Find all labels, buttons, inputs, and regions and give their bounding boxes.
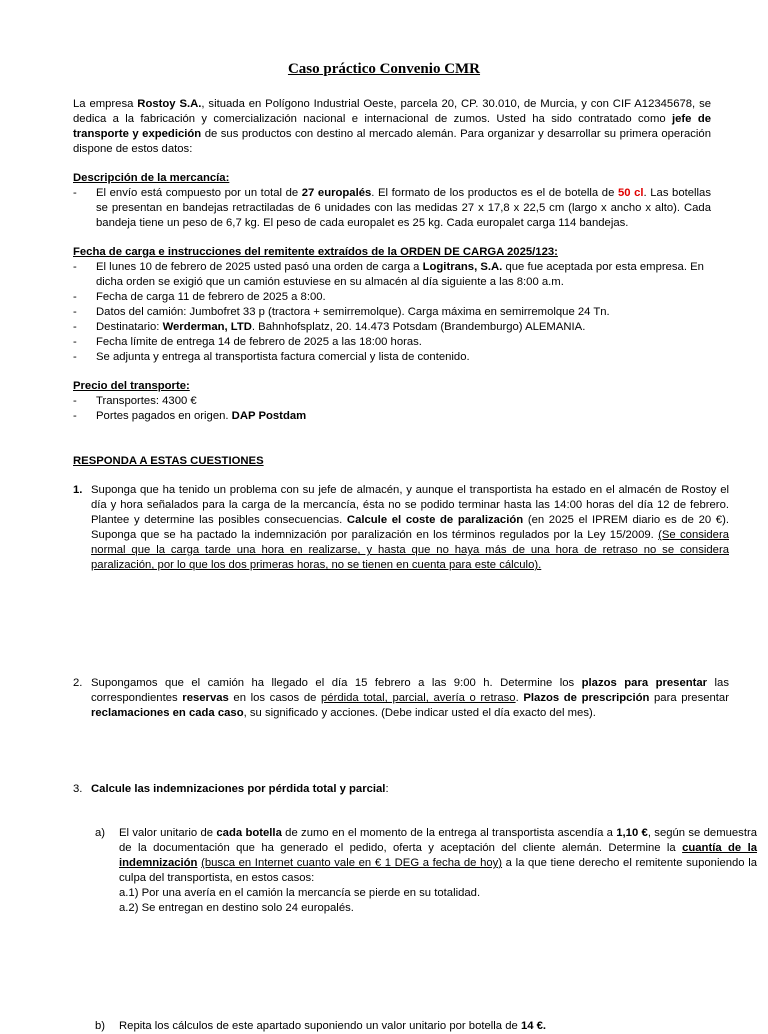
q2-text-1: Supongamos que el camión ha llegado el día 15 febrero a las 9:00 h. Determine los bbox=[91, 677, 582, 689]
question-1 bbox=[73, 483, 729, 573]
bullet-dash: - bbox=[73, 395, 77, 407]
list-item bbox=[73, 409, 711, 424]
q2-text-3: en los casos de bbox=[228, 692, 322, 704]
order-item-4b: . Bahnhofsplatz, 20. 14.473 Potsdam (Brandemburgo) ALEMANIA. bbox=[251, 321, 586, 333]
q1-text-2: (en 2025 el IPREM diario es de 20 €). Suponga que se ha pactado la indemnización por paralización en los términos regulados por la Ley 15/2009. bbox=[91, 514, 729, 541]
order-section bbox=[73, 245, 711, 365]
q3a-bold-underline-1: cuantía de la indemnización bbox=[119, 842, 757, 869]
bullet-dash: - bbox=[73, 261, 77, 273]
question-3a bbox=[73, 826, 757, 916]
bullet-dash: - bbox=[73, 336, 77, 348]
question-number: 1. bbox=[73, 484, 83, 496]
company-name: Rostoy S.A. bbox=[137, 98, 202, 110]
price-section bbox=[73, 379, 711, 424]
order-item-6: Se adjunta y entrega al transportista factura comercial y lista de contenido. bbox=[96, 351, 470, 363]
q3a-case-2: a.2) Se entregan en destino solo 24 europalés. bbox=[119, 902, 354, 914]
q1-text-1: Suponga que ha tenido un problema con su jefe de almacén, y aunque el transportista ha estado en el almacén de Rostoy el día y hora señalados para la carga de la mercancía, ésta no se podido terminar hasta las 14:00 horas del día 12 de febrero. Plantee y determine las posibles consecuencias. bbox=[91, 484, 729, 526]
q2-text-6: , su significado y acciones. (Debe indicar usted el día exacto del mes). bbox=[243, 707, 596, 719]
price-heading: Precio del transporte: bbox=[73, 380, 190, 392]
question-2 bbox=[73, 676, 729, 721]
price-item-2: Portes pagados en origen. bbox=[96, 410, 232, 422]
intro-text-3: de sus productos con destino al mercado alemán. Para organizar y desarrollar su primera operación dispone de estos datos: bbox=[73, 128, 711, 155]
merch-section bbox=[73, 171, 711, 231]
merch-text-3: . Las botellas se presentan en bandejas retractiladas de 6 unidades con las medidas 27 x 17,8 x 22,5 cm (largo x ancho x alto). Cada bandeja tiene un peso de 6,7 kg. El peso de cada europalet es 25 kg. Cada europalet carga 114 bandejas. bbox=[96, 187, 711, 229]
bullet-dash: - bbox=[73, 321, 77, 333]
price-item-1: Transportes: 4300 € bbox=[96, 395, 197, 407]
merch-item bbox=[73, 186, 711, 231]
q2-text-5: para presentar bbox=[649, 692, 729, 704]
order-item-3: Datos del camión: Jumbofret 33 p (tractora + semirremolque). Carga máxima en semirremolque 24 Tn. bbox=[96, 306, 610, 318]
sub-question-letter: a) bbox=[95, 827, 106, 839]
order-heading: Fecha de carga e instrucciones del remitente extraídos de la ORDEN DE CARGA 2025/123: bbox=[73, 246, 558, 258]
bullet-dash: - bbox=[73, 187, 77, 199]
list-item bbox=[73, 305, 711, 320]
q3a-text-1: El valor unitario de bbox=[119, 827, 217, 839]
q2-underline-1: pérdida total, parcial, avería o retraso bbox=[321, 692, 516, 704]
q3a-text-2: de zumo en el momento de la entrega al transportista ascendía a bbox=[281, 827, 617, 839]
q3a-bold-2: 1,10 € bbox=[616, 827, 648, 839]
questions-heading: RESPONDA A ESTAS CUESTIONES bbox=[73, 455, 264, 467]
carrier-name: Logitrans, S.A. bbox=[422, 261, 503, 273]
list-item bbox=[73, 290, 711, 305]
order-item-4a: Destinatario: bbox=[96, 321, 163, 333]
list-item bbox=[73, 394, 711, 409]
q3-text-1: : bbox=[385, 783, 389, 795]
page-title: Caso práctico Convenio CMR bbox=[287, 61, 481, 77]
consignee-name: Werderman, LTD bbox=[162, 321, 252, 333]
q3a-case-1: a.1) Por una avería en el camión la mercancía se pierde en su totalidad. bbox=[119, 887, 481, 899]
q3a-bold-1: cada botella bbox=[216, 827, 282, 839]
merch-text-2: . El formato de los productos es el de botella de bbox=[371, 187, 618, 199]
order-item-2: Fecha de carga 11 de febrero de 2025 a 8:00. bbox=[96, 291, 326, 303]
bullet-dash: - bbox=[73, 351, 77, 363]
merch-text-1: El envío está compuesto por un total de bbox=[96, 187, 302, 199]
list-item bbox=[73, 320, 711, 335]
intro-text-1: La empresa bbox=[73, 98, 138, 110]
q2-bold-2: reservas bbox=[182, 692, 229, 704]
q2-text-2: las correspondientes bbox=[91, 677, 729, 704]
q3-bold-1: Calcule las indemnizaciones por pérdida total y parcial bbox=[91, 783, 386, 795]
pallet-count: 27 europalés bbox=[301, 187, 372, 199]
q2-bold-1: plazos para presentar bbox=[581, 677, 708, 689]
list-item bbox=[73, 335, 711, 350]
order-item-1b: que fue aceptada por esta empresa. En dicha orden se exigió que un camión estuviese en su almacén al día siguiente a las 8:00 a.m. bbox=[96, 261, 704, 288]
role-name: jefe de transporte y expedición bbox=[73, 113, 712, 140]
q1-underline-1: (Se considera normal que la carga tarde una hora en realizarse, y hasta que no haya más de una hora de retraso no se considera paralización, por lo que los dos primeras horas, no se tienen en cuenta para este cálculo). bbox=[91, 529, 729, 571]
order-item-1a: El lunes 10 de febrero de 2025 usted pasó una orden de carga a bbox=[96, 261, 423, 273]
intro-text-2: , situada en Polígono Industrial Oeste, parcela 20, CP. 30.010, de Murcia, y con CIF A12345678, se dedica a la fabricación y comercialización nacional e internacional de zumos. Usted ha sido contratado como bbox=[73, 98, 712, 125]
q3b-text-1: Repita los cálculos de este apartado suponiendo un valor unitario por botella de bbox=[119, 1020, 521, 1032]
bullet-dash: - bbox=[73, 291, 77, 303]
sub-question-letter: b) bbox=[95, 1020, 106, 1032]
q3a-text-3: , según se demuestra de la documentación que ha generado el pedido, oferta y aceptación del cliente alemán. Determine la bbox=[119, 827, 758, 854]
bullet-dash: - bbox=[73, 410, 77, 422]
merch-heading: Descripción de la mercancía: bbox=[73, 172, 230, 184]
question-number: 2. bbox=[73, 677, 83, 689]
q2-bold-3: Plazos de prescripción bbox=[523, 692, 650, 704]
incoterm: DAP Postdam bbox=[231, 410, 307, 422]
list-item bbox=[73, 260, 711, 290]
question-number: 3. bbox=[73, 783, 83, 795]
q2-bold-4: reclamaciones en cada caso bbox=[91, 707, 244, 719]
intro-paragraph bbox=[73, 97, 711, 157]
question-3b bbox=[73, 1019, 757, 1034]
list-item bbox=[73, 350, 711, 365]
q3a-underline-1: (busca en Internet cuanto vale en € 1 DEG a fecha de hoy) bbox=[201, 857, 503, 869]
order-item-5: Fecha límite de entrega 14 de febrero de 2025 a las 18:00 horas. bbox=[96, 336, 422, 348]
bullet-dash: - bbox=[73, 306, 77, 318]
q3b-bold-1: 14 €. bbox=[520, 1020, 547, 1032]
q2-text-4: . bbox=[515, 692, 524, 704]
q3a-text-5: a la que tiene derecho el remitente suponiendo la culpa del transportista, en estos casos: bbox=[119, 857, 757, 884]
bottle-size: 50 cl bbox=[617, 187, 644, 199]
q1-bold-1: Calcule el coste de paralización bbox=[346, 514, 524, 526]
question-3 bbox=[73, 782, 729, 797]
